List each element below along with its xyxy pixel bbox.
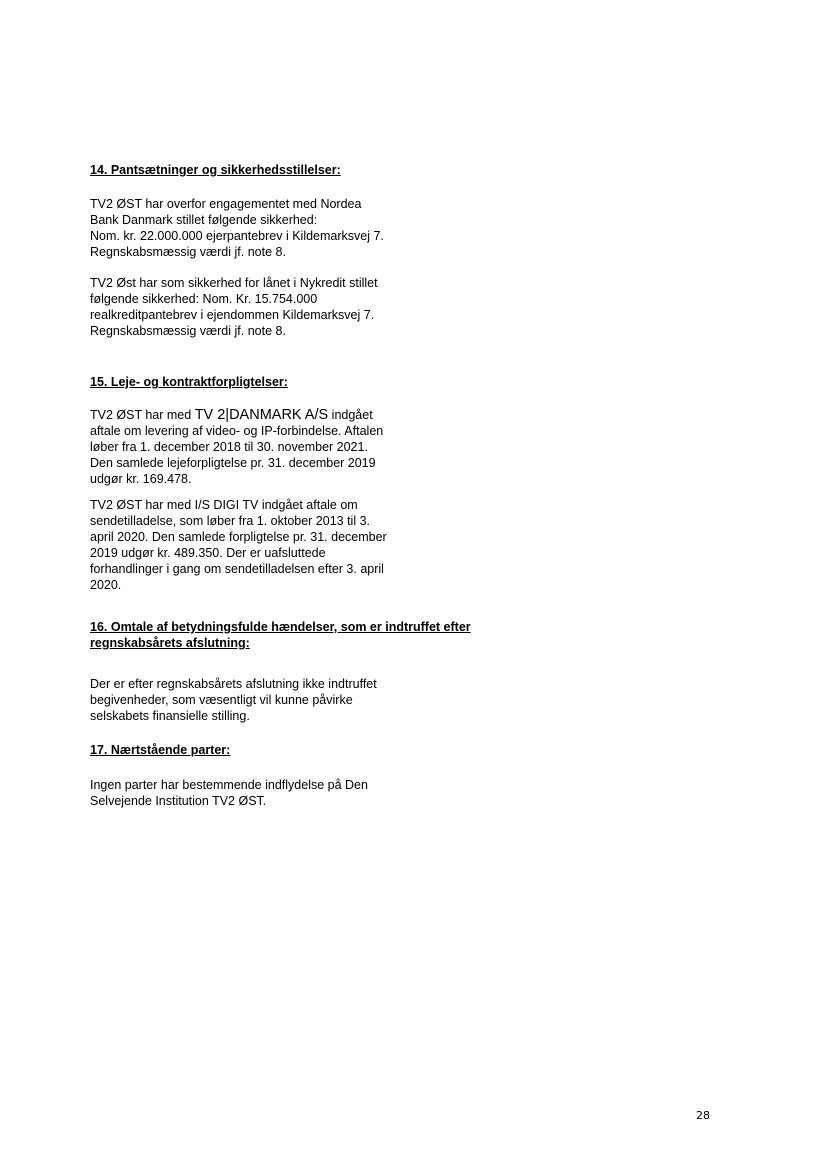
section-14-paragraph-1: TV2 ØST har overfor engagementet med Nordea Bank Danmark stillet følgende sikkerhed: Nom. kr. 22.000.000 ejerpantebrev i Kildemarksvej 7. Regnskabsmæssig værdi jf. note 8. <box>90 197 384 259</box>
section-16-paragraph-1: Der er efter regnskabsårets afslutning ikke indtruffet begivenheder, som væsentligt vil kunne påvirke selskabets finansielle stilling. <box>90 677 377 723</box>
section-heading-16: 16. Omtale af betydningsfulde hændelser, som er indtruffet efter regnskabsårets afslutning: <box>90 620 471 650</box>
section-heading-15: 15. Leje- og kontraktforpligtelser: <box>90 375 288 389</box>
section-heading-17: 17. Nærtstående parter: <box>90 743 231 757</box>
section-15-paragraph-2: TV2 ØST har med I/S DIGI TV indgået aftale om sendetilladelse, som løber fra 1. oktober 2013 til 3. april 2020. Den samlede forpligtelse pr. 31. december 2019 udgør kr. 489.350. Der er uafsluttede forhandlinger i gang om sendetilladelsen efter 3. april 2020. <box>90 498 387 592</box>
section-15-paragraph-1: TV2 ØST har med TV 2|DANMARK A/S indgået aftale om levering af video- og IP-forbindelse. Aftalen løber fra 1. december 2018 til 30. november 2021. Den samlede lejeforpligtelse pr. 31. december 2019 udgør kr. 169.478. <box>90 407 384 486</box>
section-14-paragraph-2: TV2 Øst har som sikkerhed for lånet i Nykredit stillet følgende sikkerhed: Nom. Kr. 15.754.000 realkreditpantebrev i ejendommen Kildemarksvej 7. Regnskabsmæssig værdi jf. note 8. <box>90 276 378 338</box>
page-number: 28 <box>696 1109 710 1122</box>
section-heading-14: 14. Pantsætninger og sikkerhedsstillelser: <box>90 163 341 177</box>
section-17-paragraph-1: Ingen parter har bestemmende indflydelse på Den Selvejende Institution TV2 ØST. <box>90 778 368 808</box>
